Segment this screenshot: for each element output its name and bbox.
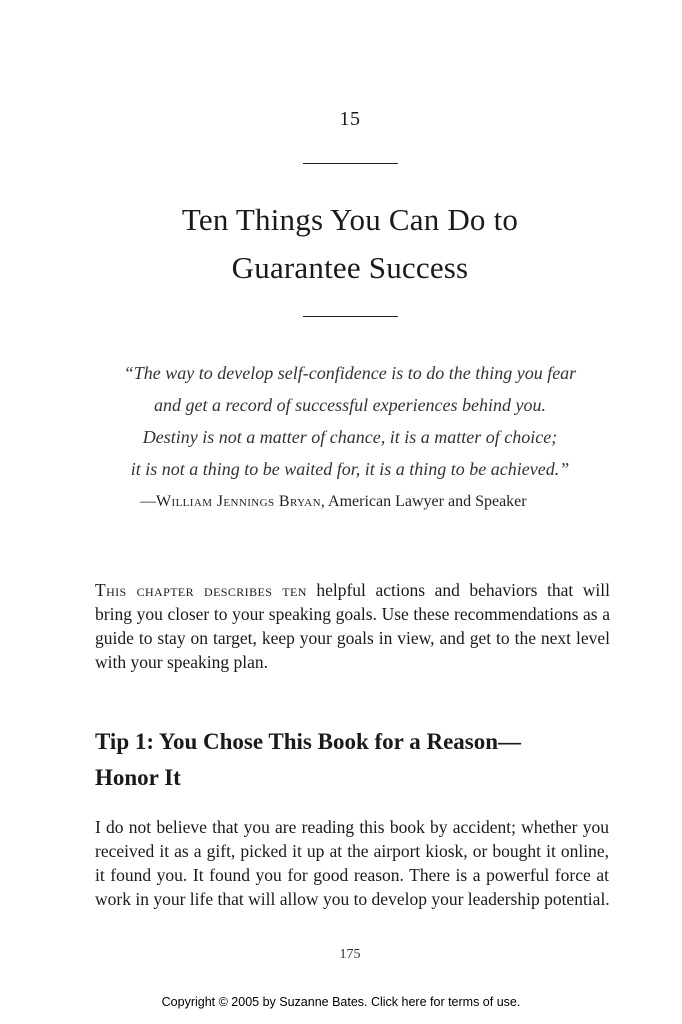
intro-lead-smallcaps: This chapter describes ten bbox=[95, 580, 307, 600]
page-number: 175 bbox=[339, 947, 361, 962]
intro-line: bring you closer to your speaking goals. Use these recommendations as a bbox=[95, 604, 610, 624]
intro-line-rest: helpful actions and behaviors that will bbox=[306, 580, 611, 600]
tip-body-paragraph bbox=[95, 815, 609, 911]
intro-line: guide to stay on target, keep your goals in view, and get to the next level bbox=[95, 628, 610, 648]
epigraph-line: Destiny is not a matter of chance, it is a matter of choice; bbox=[142, 427, 558, 447]
tip-body-line: received it as a gift, picked it up at the airport kiosk, or bought it online, bbox=[95, 841, 609, 861]
intro-paragraph bbox=[95, 578, 610, 674]
intro-line: with your speaking plan. bbox=[95, 652, 269, 672]
tip-heading bbox=[95, 724, 615, 796]
tip-body-line: it found you. It found you for good reason. There is a powerful force at bbox=[95, 865, 609, 885]
tip-body-line: I do not believe that you are reading this book by accident; whether you bbox=[95, 817, 609, 837]
chapter-title-line: Guarantee Success bbox=[231, 250, 469, 285]
chapter-number: 15 bbox=[339, 108, 361, 130]
epigraph-line: it is not a thing to be waited for, it is a thing to be achieved.” bbox=[130, 459, 570, 479]
epigraph-line: “The way to develop self-confidence is to do the thing you fear bbox=[123, 363, 577, 383]
epigraph-attribution bbox=[140, 493, 527, 511]
tip-heading-line: Honor It bbox=[95, 765, 181, 790]
tip-body-line: work in your life that will allow you to develop your leadership potential. bbox=[95, 889, 610, 909]
chapter-title bbox=[0, 196, 682, 292]
attribution-dash: — bbox=[140, 493, 156, 510]
bottom-rule bbox=[303, 316, 398, 317]
copyright-link[interactable]: Copyright © 2005 by Suzanne Bates. Click here for terms of use. bbox=[161, 995, 521, 1009]
chapter-title-line: Ten Things You Can Do to bbox=[181, 202, 519, 237]
epigraph-quote bbox=[0, 357, 682, 485]
epigraph-line: and get a record of successful experiences behind you. bbox=[153, 395, 547, 415]
attribution-role: , American Lawyer and Speaker bbox=[320, 493, 527, 510]
top-rule bbox=[303, 163, 398, 164]
tip-heading-line: Tip 1: You Chose This Book for a Reason— bbox=[95, 729, 522, 754]
attribution-name: William Jennings Bryan bbox=[156, 493, 321, 510]
intro-line bbox=[95, 578, 610, 602]
